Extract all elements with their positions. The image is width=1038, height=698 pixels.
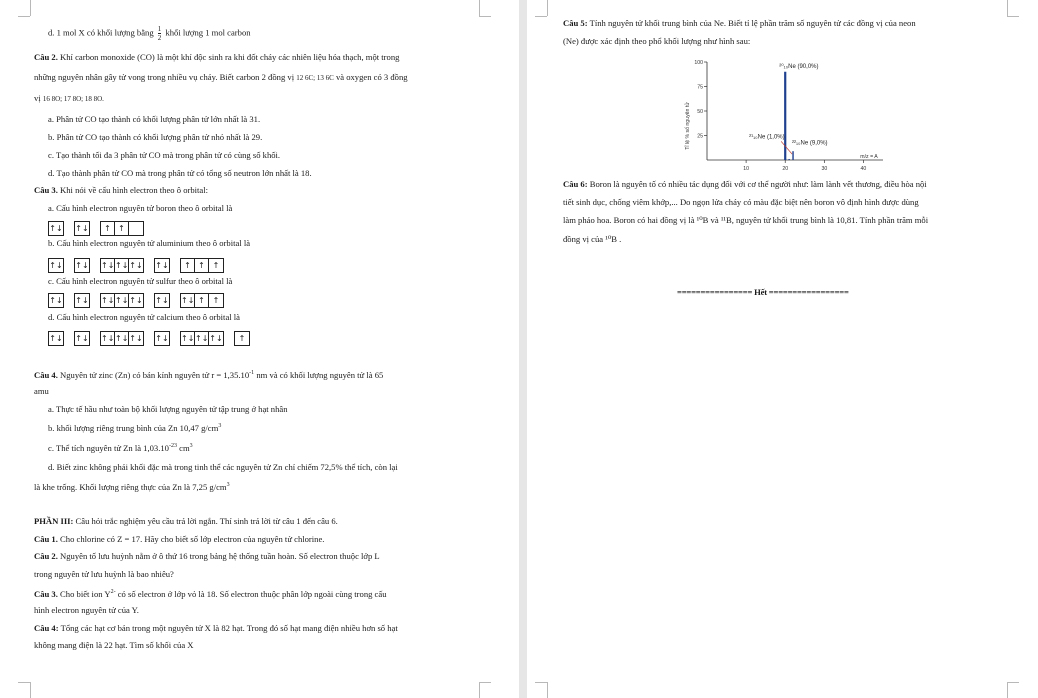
q4-option-d-line2-text: là khe trống. Khối lượng riêng thực của Zn là 7,25 g/cm [34,481,227,492]
orbital-cell: ↑↓ [209,334,223,343]
page-corner-mark [535,16,547,17]
orbital-cell: ↑ [212,296,220,305]
orbital-group [74,221,90,236]
orbital-diagram-calcium [48,331,338,346]
page-corner-mark [479,682,491,683]
orbital-group [74,331,90,346]
q3-option-a: a. Cấu hình electron nguyên tử boron theo ô orbital là [48,203,233,213]
orbital-group [100,331,144,346]
orbital-group [48,293,64,308]
q6-text1: Boron là nguyên tố có nhiều tác dụng đối với cơ thể người như: làm lành vết thương, điều hòa nội [589,179,927,189]
q4-label: Câu 4. [34,369,58,380]
orbital-cell: ↑↓ [101,296,115,305]
orbital-cell: ↑↓ [115,296,129,305]
q4-option-c-unit-exp: 3 [189,443,193,449]
q4-option-d-line2 [34,480,230,493]
q2-text2-end: và oxygen có 3 đồng [335,72,408,82]
fraction-denominator: 2 [157,34,162,42]
orbital-cell: ↑↓ [101,261,115,270]
q6-label: Câu 6: [563,179,588,189]
part3-q3-text-pre: Cho biết ion Y [60,588,111,599]
part3-q1 [34,534,324,545]
q2-intro-line3 [34,93,104,105]
q4-text2: amu [34,386,49,396]
part3-q3-charge: 2- [110,589,116,595]
orbital-cell: ↑ [195,259,209,272]
q4-option-c-text: c. Thể tích nguyên tử Zn là 1,03.10 [48,442,169,453]
page-corner-mark [1007,682,1019,683]
q2-option-d: d. Tạo thành phân tử CO mà trong phân tử có tổng số neutron lớn nhất là 18. [48,168,312,178]
part3-q4-label: Câu 4: [34,623,59,633]
peak-label: ²⁰₁₀Ne (90,0%) [779,63,819,70]
orbital-group [100,221,144,236]
fraction [158,25,162,42]
orbital-group [48,331,64,346]
x-tick-label: 10 [743,166,750,172]
part3-label: PHẦN III: [34,516,74,526]
orbital-cell: ↑↓ [155,261,169,270]
orbital-cell: ↑↓ [155,296,169,305]
orbital-group [180,293,224,308]
part3-q2-line2: trong nguyên tử lưu huỳnh là bao nhiêu? [34,569,174,579]
q1-option-d-end: khối lượng 1 mol carbon [165,27,251,38]
neon-mass-spectrum-chart [677,56,887,174]
q3-label: Câu 3. [34,185,58,195]
page-corner-mark [30,0,31,16]
orbital-cell: ↑↓ [155,334,169,343]
q3-option-b: b. Cấu hình electron nguyên tử aluminium theo ô orbital là [48,238,251,248]
orbital-cell: ↑↓ [181,334,195,343]
part3-q4-line2: không mang điện là 22 hạt. Tìm số khối của X [34,640,194,650]
part3-q2-text1: Nguyên tố lưu huỳnh nằm ở ô thứ 16 trong bảng hệ thống tuần hoàn. Số electron thuộc lớp L [60,551,380,561]
q5-text1: Tính nguyên tử khối trung bình của Ne. Biết tỉ lệ phần trăm số nguyên tử các đồng vị của neon [589,18,916,28]
page-corner-mark [30,682,31,698]
orbital-group [154,293,170,308]
q4-option-d-line1: d. Biết zinc không phải khối đặc mà trong tinh thể các nguyên tử Zn chỉ chiếm 72,5% thể tích, còn lại [48,462,398,472]
q6-line1 [563,179,927,190]
chart-y-ticks [694,60,707,140]
q2-text1: Khí carbon monoxide (CO) là một khí độc sinh ra khi đốt cháy các nhiên liệu hóa thạch, một trong [60,52,400,62]
orbital-cell: ↑↓ [129,261,143,270]
orbital-cell: ↑ [195,294,209,307]
orbital-cell: ↑↓ [195,334,209,343]
orbital-cell: ↑↓ [75,224,89,233]
orbital-cell: ↑↓ [49,334,63,343]
orbital-diagram-boron [48,221,308,236]
part3-q4-line1 [34,623,398,634]
orbital-cell: ↑ [115,222,129,235]
orbital-cell: ↑↓ [75,296,89,305]
y-tick-label: 100 [694,60,703,66]
orbital-cell: ↑↓ [115,261,129,270]
part3-q1-label: Câu 1. [34,534,58,544]
document-page-right [527,0,1038,698]
orbital-group [154,258,170,273]
x-tick-label: 30 [821,166,828,172]
peak-leader-line [781,141,792,154]
orbital-cell: ↑ [238,334,246,343]
orbital-diagram-sulfur [48,293,308,308]
page-corner-mark [479,0,480,16]
part3-q2-label: Câu 2. [34,551,58,561]
q4-option-d-exp: 3 [226,482,230,488]
q4-option-c-unit: cm [179,442,190,453]
part3-q4-text1: Tổng các hạt cơ bản trong một nguyên tử X là 82 hạt. Trong đó số hạt mang điện nhiều hơn số hạt [60,623,398,633]
orbital-group [48,221,64,236]
part3-heading [34,516,338,527]
orbital-group [154,331,170,346]
q4-option-c [48,441,193,454]
q4-text1-end: nm và có khối lượng nguyên tử là 65 [256,369,384,380]
q2-intro-line2 [34,72,408,84]
q5-line2: (Ne) được xác định theo phổ khối lượng như hình sau: [563,36,751,46]
q2-option-c: c. Tạo thành tối đa 3 phân tử CO mà trong phân tử có cùng số khối. [48,150,281,160]
orbital-group [74,258,90,273]
q4-text1: Nguyên tử zinc (Zn) có bán kính nguyên tử r = 1,35.10 [60,369,250,380]
part3-q1-text: Cho chlorine có Z = 17. Hãy cho biết số lớp electron của nguyên tử chlorine. [60,534,325,544]
orbital-cell: ↑↓ [101,334,115,343]
page-corner-mark [479,682,480,698]
y-tick-label: 75 [697,84,703,91]
page-corner-mark [547,682,548,698]
orbital-cell: ↑ [181,259,195,272]
x-tick-label: 20 [782,166,789,172]
y-tick-label: 50 [697,109,703,115]
end-marker: ================ Hết ================= [677,287,849,297]
oxygen-isotopes: 16 8O; 17 8O; 18 8O. [42,95,104,103]
part3-text: Câu hỏi trắc nghiệm yêu cầu trả lời ngắn. Thí sinh trả lời từ câu 1 đến câu 6. [75,516,338,526]
x-tick-label: 40 [860,166,867,172]
q3-option-c: c. Cấu hình electron nguyên tử sulfur theo ô orbital là [48,276,233,286]
orbital-group [100,258,144,273]
q4-option-b-exp: 3 [218,423,222,429]
orbital-group [48,258,64,273]
q4-option-b [48,421,221,434]
chart-x-axis-label: m/z = A [860,154,878,160]
orbital-group [100,293,144,308]
fraction-numerator: 1 [157,25,162,33]
chart-x-ticks [743,160,866,172]
orbital-cell: ↑↓ [75,261,89,270]
q2-intro-line1 [34,52,399,63]
page-corner-mark [18,16,30,17]
page-corner-mark [18,682,30,683]
orbital-cell: ↑↓ [115,334,129,343]
orbital-cell: ↑↓ [75,334,89,343]
q1-option-d-text: d. 1 mol X có khối lượng bằng [48,27,154,38]
page-corner-mark [1007,16,1019,17]
orbital-group [234,331,250,346]
q3-text: Khi nói về cấu hình electron theo ô orbital: [60,185,209,195]
q4-option-b-text: b. khối lượng riêng trung bình của Zn 10,47 g/cm [48,422,219,433]
orbital-cell: ↑↓ [49,261,63,270]
page-corner-mark [547,0,548,16]
q6-line2: tiết sinh dục, chống viêm khớp,... Do ngọn lửa cháy có màu đặc biệt nên boron vô định hình được dùng [563,197,919,207]
q4-option-c-exp: -23 [168,443,177,449]
orbital-cell [129,222,143,235]
part3-q3-line2: hình electron nguyên tử của Y. [34,605,139,615]
orbital-group [74,293,90,308]
q3-option-d: d. Cấu hình electron nguyên tử calcium theo ô orbital là [48,312,240,322]
orbital-diagram-aluminium [48,258,308,273]
orbital-cell: ↑ [212,261,220,270]
q3-intro [34,185,208,196]
q6-line4: đồng vị của ¹⁰B . [563,234,622,244]
page-corner-mark [479,16,491,17]
page-corner-mark [1007,682,1008,698]
peak-label: ²²₁₀Ne (9,0%) [792,140,828,147]
part3-q3-text1: có số electron ở lớp vỏ là 18. Số electron thuộc phân lớp ngoài cùng trong cấu [117,588,387,599]
chart-peaks [749,63,827,160]
carbon-isotopes: 12 6C; 13 6C [296,74,334,82]
y-tick-label: 25 [697,133,703,140]
q1-option-d [48,25,251,42]
page-corner-mark [535,682,547,683]
page-corner-mark [1007,0,1008,16]
q2-text3-pre: vị [34,93,41,103]
orbital-cell: ↑↓ [129,334,143,343]
peak-label: ²¹₁₀Ne (1,0%) [749,134,785,141]
q2-text2: những nguyên nhân gây tử vong trong nhiều vụ cháy. Biết carbon 2 đồng vị [34,72,297,82]
q4-exponent: -1 [249,370,255,376]
part3-q3-line1 [34,587,387,600]
orbital-group [180,258,224,273]
q2-option-a: a. Phân tử CO tạo thành có khối lượng phân tử lớn nhất là 31. [48,114,261,124]
orbital-cell: ↑↓ [181,296,195,305]
q5-line1 [563,18,916,29]
q2-option-b: b. Phân tử CO tạo thành có khối lượng phân tử nhỏ nhất là 29. [48,132,263,142]
orbital-group [180,331,224,346]
q4-intro-line1 [34,368,383,381]
q6-line3: làm pháo hoa. Boron có hai đồng vị là ¹⁰B và ¹¹B, nguyên tử khối trung bình là 10,81. Tính phần trăm mỗi [563,215,929,225]
part3-q2-line1 [34,551,380,562]
orbital-cell: ↑ [101,222,115,235]
orbital-cell: ↑↓ [129,296,143,305]
chart-y-axis-label: Tỉ lệ % số nguyên tử [685,102,691,150]
q5-label: Câu 5: [563,18,588,28]
orbital-cell: ↑↓ [49,224,63,233]
q4-option-a: a. Thực tế hầu như toàn bộ khối lượng nguyên tử tập trung ở hạt nhân [48,404,288,414]
q2-label: Câu 2. [34,52,58,62]
orbital-cell: ↑↓ [49,296,63,305]
part3-q3-label: Câu 3. [34,588,58,599]
